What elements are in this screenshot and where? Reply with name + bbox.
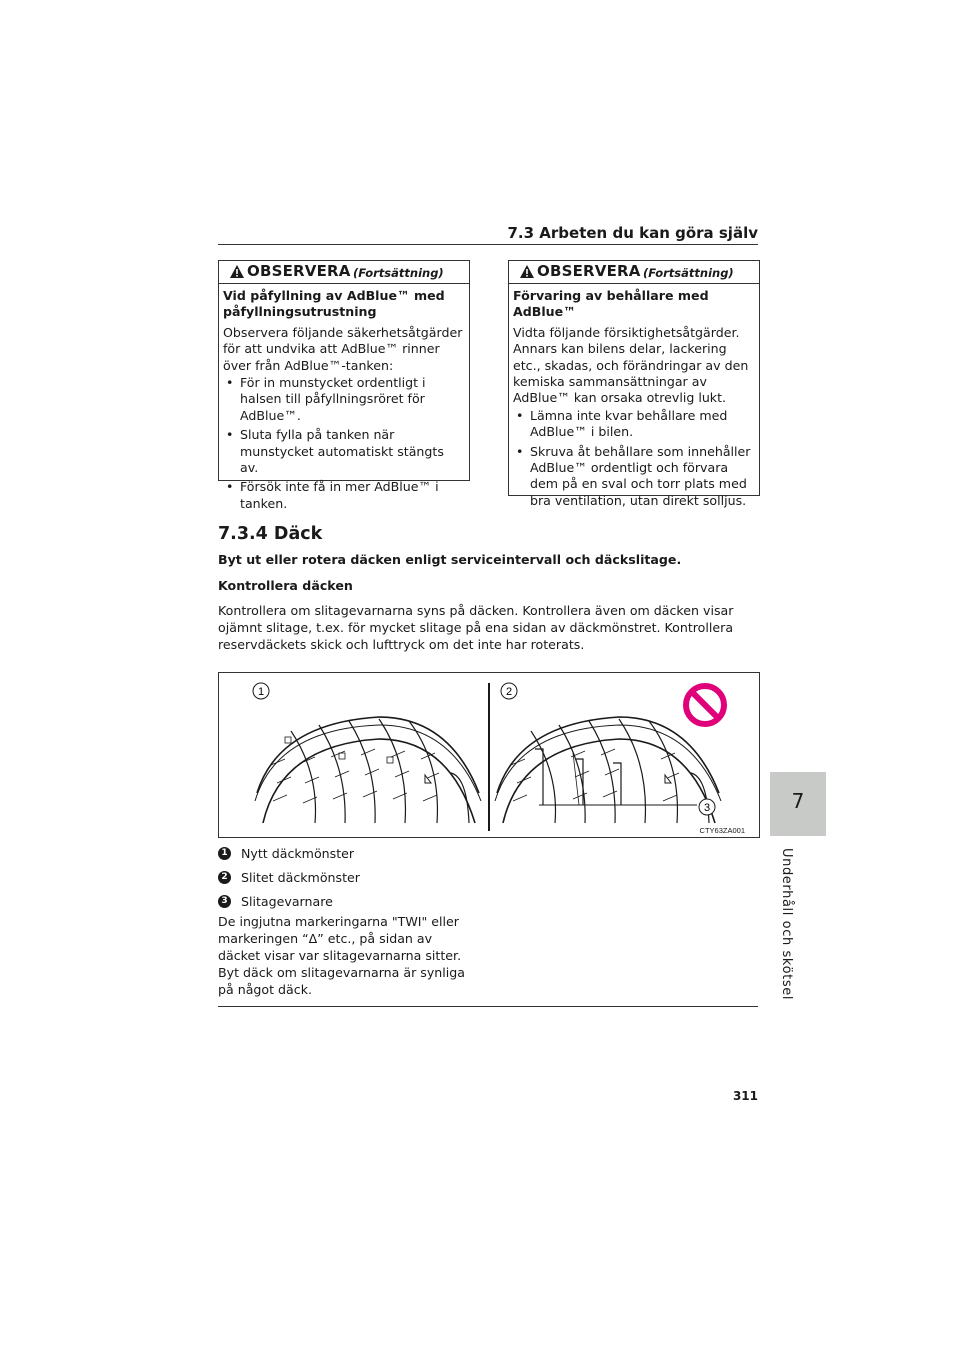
page-number: 311: [732, 1089, 758, 1103]
caution-intro: Observera följande säkerhetsåtgärder för att undvika att AdBlue™ rinner över från AdBlue™-tanken:: [223, 324, 463, 373]
worn-tire-drawing: [495, 717, 721, 823]
svg-text:3: 3: [703, 802, 711, 814]
callout-3: [699, 799, 715, 815]
caution-bullet: • Lämna inte kvar behållare med AdBlue™ i bilen.: [513, 408, 755, 441]
caution-bullet-list: [513, 408, 755, 509]
caution-header: [509, 261, 759, 284]
caution-bullet: • För in munstycket ordentligt i halsen till påfyllningsröret för AdBlue™.: [223, 375, 465, 424]
callout-2: [501, 683, 517, 699]
caution-box-left: [218, 260, 470, 511]
caution-bullet-list: [223, 375, 465, 512]
prohibition-icon: [686, 686, 724, 724]
footer-divider: [218, 1006, 758, 1007]
section-header-title: 7.3 Arbeten du kan göra själv: [507, 224, 758, 242]
legend-description: De ingjutna markeringarna "TWI" eller markeringen “Δ” etc., på sidan av däcket visar var slitagevarnarna sitter. Byt däck om slitagevarnarna är synliga på något däck.: [218, 914, 465, 997]
legend-label: Slitet däckmönster: [241, 870, 360, 885]
caution-continued-label: (Fortsättning): [643, 266, 734, 280]
legend-number: 3: [218, 895, 231, 908]
caution-bullet: • Sluta fylla på tanken när munstycket automatiskt stängts av.: [223, 427, 465, 476]
tire-drawing: [219, 673, 759, 837]
callout-1: [253, 683, 269, 699]
svg-text:1: 1: [257, 686, 265, 698]
section-title: 7.3.4 Däck: [218, 524, 323, 544]
caution-header: [219, 261, 469, 284]
legend-label: Slitagevarnare: [241, 894, 333, 909]
chapter-label: Underhåll och skötsel: [779, 848, 794, 1001]
section-intro: Byt ut eller rotera däcken enligt serviceintervall och däckslitage.: [218, 552, 682, 567]
header-divider: [218, 244, 758, 245]
caution-bullet: • Försök inte få in mer AdBlue™ i tanken.: [223, 479, 465, 512]
legend-number: 1: [218, 847, 231, 860]
caution-subheading: Vid påfyllning av AdBlue™ med påfyllningsutrustning: [223, 288, 445, 320]
caution-label: OBSERVERA: [537, 262, 641, 280]
legend-item-2: [218, 870, 360, 885]
warning-triangle-icon: [229, 264, 245, 279]
caution-bullet: • Skruva åt behållare som innehåller AdBlue™ ordentligt och förvara dem på en sval och torr plats med bra ventilation, utan direkt solljus.: [513, 444, 755, 510]
figure-code: CTY63ZA001: [699, 826, 745, 835]
caution-intro: Vidta följande försiktighetsåtgärder. Annars kan bilens delar, lackering etc., skadas, och förändringar av den kemiska sammansättningar av AdBlue™ kan orsaka otrevlig lukt.: [513, 324, 749, 406]
section-subheading: Kontrollera däcken: [218, 578, 353, 593]
new-tire-drawing: [255, 717, 481, 823]
caution-body: [509, 284, 759, 518]
legend-item-1: [218, 846, 354, 861]
caution-body: [219, 284, 469, 521]
section-body: Kontrollera om slitagevarnarna syns på däcken. Kontrollera även om däcken visar ojämnt slitage, t.ex. för mycket slitage på ena sidan av däckmönstret. Kontrollera reservdäckets skick och lufttryck om det inte har roterats.: [218, 603, 734, 652]
caution-subheading: Förvaring av behållare med AdBlue™: [513, 288, 709, 320]
tire-illustration: [218, 672, 760, 838]
caution-continued-label: (Fortsättning): [353, 266, 444, 280]
chapter-number: 7: [791, 789, 805, 813]
legend-number: 2: [218, 871, 231, 884]
caution-label: OBSERVERA: [247, 262, 351, 280]
legend-item-3: [218, 894, 333, 909]
legend-label: Nytt däckmönster: [241, 846, 355, 861]
chapter-tab: [770, 772, 826, 836]
caution-box-right: [508, 260, 760, 508]
warning-triangle-icon: [519, 264, 535, 279]
svg-text:2: 2: [505, 686, 513, 698]
